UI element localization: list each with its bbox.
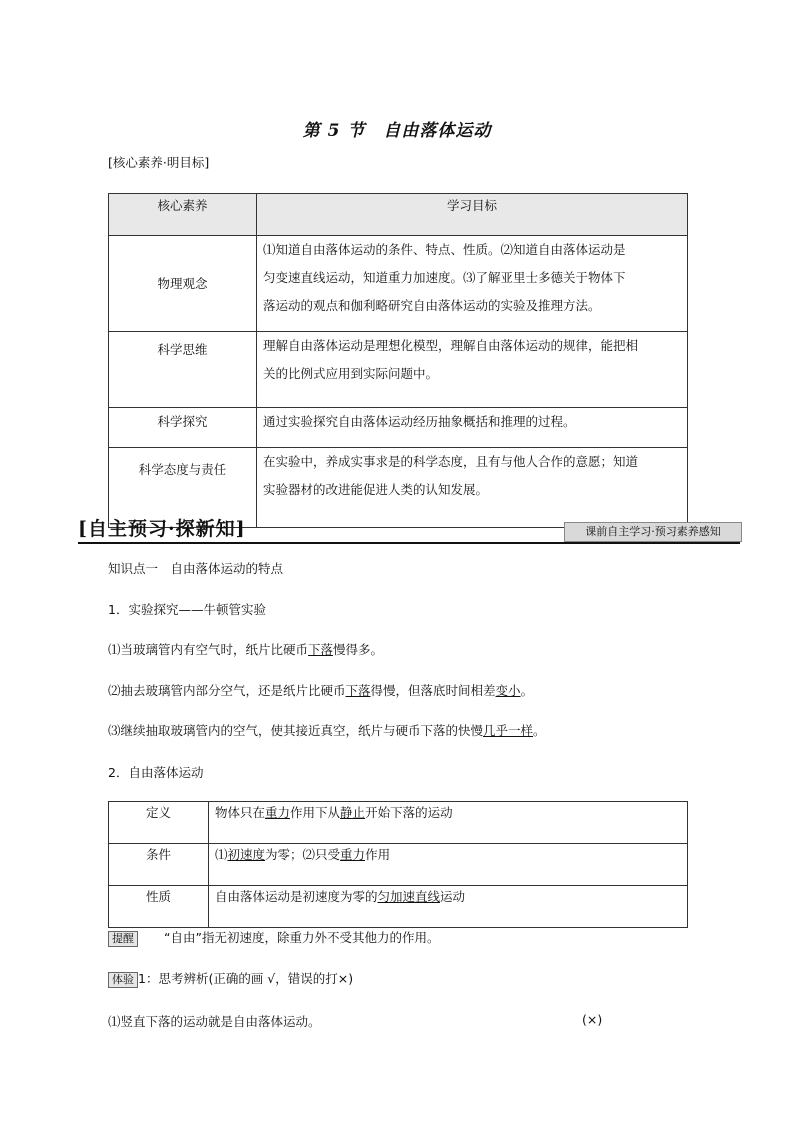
goal-line: 落运动的观点和伽利略研究自由落体运动的实验及推理方法。 <box>263 298 601 313</box>
goal-line: 在实验中，养成实事求是的科学态度，且有与他人合作的意愿；知道 <box>263 454 639 469</box>
table-row <box>109 408 688 448</box>
goal-line: 通过实验探究自由落体运动经历抽象概括和推理的过程。 <box>263 414 576 429</box>
definition-table <box>108 801 688 928</box>
experience-text: 1：思考辨析(正确的画 √，错误的打×) <box>138 971 354 986</box>
row-name: 科学思维 <box>109 332 257 408</box>
item-heading: 1．实验探究——牛顿管实验 <box>108 602 266 617</box>
page-title: 第 5 节 自由落体运动 <box>302 121 492 141</box>
question-1-answer: (×) <box>582 1012 603 1027</box>
tip-text: “自由”指无初速度，除重力外不受其他力的作用。 <box>164 930 440 945</box>
row-value: 自由落体运动是初速度为零的匀加速直线运动 <box>209 886 688 928</box>
core-literacy-label: [核心素养·明目标] <box>108 155 210 170</box>
row-name: 物理观念 <box>109 236 257 332</box>
item-heading: 2．自由落体运动 <box>108 765 204 780</box>
blank-answer: 变小 <box>495 683 521 698</box>
statement-2: ⑵抽去玻璃管内部分空气，还是纸片比硬币下落得慢，但落底时间相差变小。 <box>108 683 534 698</box>
core-literacy-table <box>108 193 688 528</box>
row-key: 性质 <box>109 886 209 928</box>
section-title: [自主预习·探新知] <box>78 518 246 540</box>
goal-line: 理解自由落体运动是理想化模型，理解自由落体运动的规律，能把相 <box>263 338 639 353</box>
question-1: ⑴竖直下落的运动就是自由落体运动。 <box>108 1014 321 1029</box>
row-key: 定义 <box>109 802 209 844</box>
knowledge-point-heading: 知识点一 自由落体运动的特点 <box>108 561 284 576</box>
row-goal <box>257 236 688 332</box>
goal-line: 关的比例式应用到实际问题中。 <box>263 366 439 381</box>
goal-line: ⑴知道自由落体运动的条件、特点、性质。⑵知道自由落体运动是 <box>263 242 626 257</box>
experience-label: 体验 <box>108 972 138 988</box>
tip-label: 提醒 <box>108 931 138 947</box>
table-header-row <box>109 194 688 236</box>
section-tag: 课前自主学习·预习素养感知 <box>564 522 742 542</box>
blank-answer: 下落 <box>345 683 371 698</box>
row-value: 物体只在重力作用下从静止开始下落的运动 <box>209 802 688 844</box>
table-row <box>109 332 688 408</box>
header-core: 核心素养 <box>109 194 257 236</box>
statement-3: ⑶继续抽取玻璃管内的空气，使其接近真空，纸片与硬币下落的快慢几乎一样。 <box>108 723 546 738</box>
blank-answer: 下落 <box>308 642 334 657</box>
header-goals: 学习目标 <box>257 194 688 236</box>
goal-line: 实验器材的改进能促进人类的认知发展。 <box>263 482 489 497</box>
table-row <box>109 802 688 844</box>
statement-1: ⑴当玻璃管内有空气时，纸片比硬币下落慢得多。 <box>108 642 384 657</box>
table-row <box>109 236 688 332</box>
blank-answer: 几乎一样 <box>483 723 534 738</box>
table-row <box>109 844 688 886</box>
goal-line: 匀变速直线运动，知道重力加速度。⑶了解亚里士多德关于物体下 <box>263 270 626 285</box>
row-name: 科学态度与责任 <box>109 448 257 528</box>
row-name: 科学探究 <box>109 408 257 448</box>
row-key: 条件 <box>109 844 209 886</box>
row-value: ⑴初速度为零；⑵只受重力作用 <box>209 844 688 886</box>
row-goal <box>257 408 688 448</box>
table-row <box>109 886 688 928</box>
experience-line <box>108 969 353 988</box>
row-goal <box>257 332 688 408</box>
tip-line <box>108 928 439 947</box>
